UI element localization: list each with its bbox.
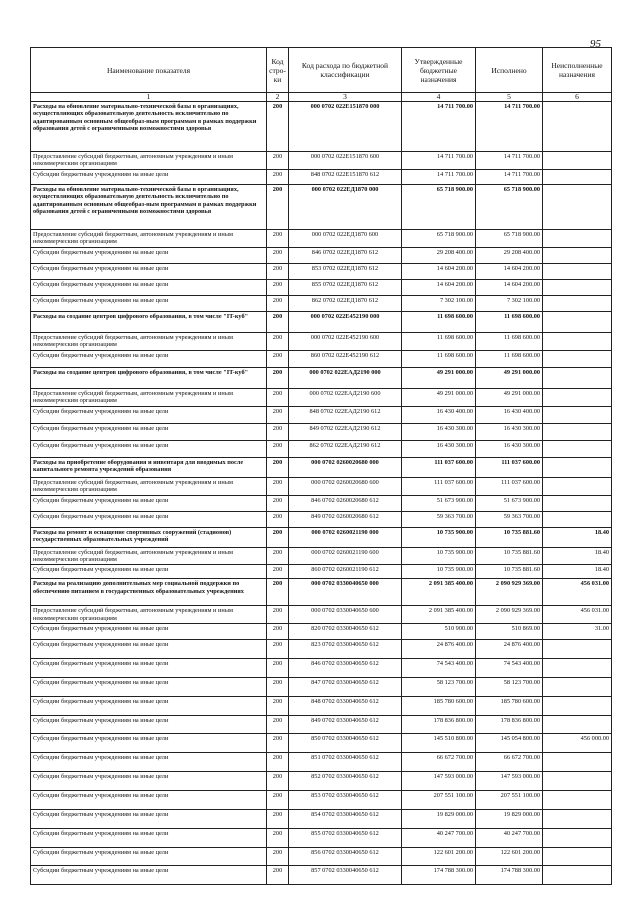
line-code-cell: 200 [267, 716, 289, 734]
line-code-cell: 200 [267, 606, 289, 624]
column-number: 3 [289, 93, 402, 102]
table-row [31, 547, 612, 565]
unexecuted-amount-cell: 18.40 [543, 527, 612, 547]
line-code-cell: 200 [267, 791, 289, 810]
executed-amount-cell: 14 711 700.00 [476, 169, 543, 184]
table-row [31, 734, 612, 753]
table-row [31, 263, 612, 279]
indicator-name-cell: Субсидии бюджетным учреждениям на иные цели [31, 866, 267, 885]
executed-amount-cell: 207 551 100.00 [476, 791, 543, 810]
expense-code-cell: 820 0702 0330040650 612 [289, 624, 402, 640]
unexecuted-amount-cell [543, 678, 612, 697]
executed-amount-cell: 510 869.00 [476, 624, 543, 640]
executed-amount-cell: 58 123 700.00 [476, 678, 543, 697]
table-row [31, 350, 612, 367]
expense-code-cell: 862 0702 022ЕД1870 612 [289, 295, 402, 311]
table-row [31, 772, 612, 791]
expense-code-cell: 850 0702 0330040650 612 [289, 734, 402, 753]
unexecuted-amount-cell [543, 477, 612, 495]
unexecuted-amount-cell [543, 367, 612, 388]
expense-code-cell: 846 0702 0330040650 612 [289, 659, 402, 678]
expense-code-cell: 862 0702 022ЕАД2190 612 [289, 440, 402, 457]
line-code-cell: 200 [267, 697, 289, 716]
table-row [31, 279, 612, 295]
header-unexecuted: Неисполненные назначения [543, 48, 612, 93]
unexecuted-amount-cell [543, 350, 612, 367]
line-code-cell: 200 [267, 169, 289, 184]
table-row [31, 697, 612, 716]
executed-amount-cell: 7 302 100.00 [476, 295, 543, 311]
table-row [31, 829, 612, 848]
approved-amount-cell: 11 698 600.00 [402, 350, 476, 367]
indicator-name-cell: Расходы на приобретение оборудования и инвентаря для вводимых после капитального ремонта учреждений образования [31, 457, 267, 477]
executed-amount-cell: 65 718 900.00 [476, 184, 543, 229]
table-row [31, 247, 612, 263]
unexecuted-amount-cell [543, 247, 612, 263]
executed-amount-cell: 40 247 700.00 [476, 829, 543, 848]
unexecuted-amount-cell [543, 169, 612, 184]
header-line-code: Код стро-ки [267, 48, 289, 93]
indicator-name-cell: Субсидии бюджетным учреждениям на иные цели [31, 279, 267, 295]
indicator-name-cell: Субсидии бюджетным учреждениям на иные цели [31, 169, 267, 184]
approved-amount-cell: 65 718 900.00 [402, 184, 476, 229]
table-row [31, 716, 612, 734]
executed-amount-cell: 16 430 400.00 [476, 406, 543, 423]
expense-code-cell: 851 0702 0330040650 612 [289, 753, 402, 772]
approved-amount-cell: 24 876 400.00 [402, 640, 476, 659]
approved-amount-cell: 11 698 600.00 [402, 311, 476, 332]
unexecuted-amount-cell: 31.00 [543, 624, 612, 640]
indicator-name-cell: Предоставление субсидий бюджетным, автономным учреждениям и иным некоммерческим организациям [31, 152, 267, 170]
indicator-name-cell: Расходы на реализацию дополнительных мер социальной поддержки по обеспечению питанием в государственных образовательных учреждениях [31, 579, 267, 606]
table-row [31, 527, 612, 547]
unexecuted-amount-cell [543, 184, 612, 229]
approved-amount-cell: 185 780 600.00 [402, 697, 476, 716]
expense-code-cell: 000 0702 022Е452190 600 [289, 332, 402, 350]
approved-amount-cell: 10 735 900.00 [402, 527, 476, 547]
unexecuted-amount-cell: 456 031.00 [543, 579, 612, 606]
table-row [31, 477, 612, 495]
approved-amount-cell: 16 430 300.00 [402, 440, 476, 457]
page-number: 95 [590, 38, 601, 50]
approved-amount-cell: 29 208 400.00 [402, 247, 476, 263]
executed-amount-cell: 14 711 700.00 [476, 152, 543, 170]
expense-code-cell: 848 0702 022ЕАД2190 612 [289, 406, 402, 423]
column-number: 1 [31, 93, 267, 102]
line-code-cell: 200 [267, 511, 289, 527]
line-code-cell: 200 [267, 367, 289, 388]
approved-amount-cell: 111 037 600.00 [402, 477, 476, 495]
table-row [31, 367, 612, 388]
indicator-name-cell: Субсидии бюджетным учреждениям на иные цели [31, 406, 267, 423]
expense-code-cell: 856 0702 0330040650 612 [289, 848, 402, 866]
expense-code-cell: 848 0702 022Е151870 612 [289, 169, 402, 184]
approved-amount-cell: 59 363 700.00 [402, 511, 476, 527]
unexecuted-amount-cell [543, 311, 612, 332]
table-row [31, 295, 612, 311]
approved-amount-cell: 14 711 700.00 [402, 169, 476, 184]
line-code-cell: 200 [267, 866, 289, 885]
executed-amount-cell: 10 735 881.60 [476, 547, 543, 565]
indicator-name-cell: Субсидии бюджетным учреждениям на иные цели [31, 565, 267, 579]
line-code-cell: 200 [267, 624, 289, 640]
expense-code-cell: 853 0702 0330040650 612 [289, 791, 402, 810]
table-row [31, 659, 612, 678]
expense-code-cell: 846 0702 0260020680 612 [289, 495, 402, 511]
unexecuted-amount-cell [543, 457, 612, 477]
line-code-cell: 200 [267, 263, 289, 279]
executed-amount-cell: 14 604 200.00 [476, 279, 543, 295]
unexecuted-amount-cell [543, 848, 612, 866]
table-row [31, 152, 612, 170]
line-code-cell: 200 [267, 247, 289, 263]
indicator-name-cell: Субсидии бюджетным учреждениям на иные цели [31, 423, 267, 440]
indicator-name-cell: Субсидии бюджетным учреждениям на иные цели [31, 511, 267, 527]
approved-amount-cell: 2 091 385 400.00 [402, 579, 476, 606]
table-row [31, 440, 612, 457]
unexecuted-amount-cell [543, 295, 612, 311]
executed-amount-cell: 122 601 200.00 [476, 848, 543, 866]
approved-amount-cell: 58 123 700.00 [402, 678, 476, 697]
header-expense-code: Код расхода по бюджетной классификации [289, 48, 402, 93]
executed-amount-cell: 2 090 929 369.00 [476, 579, 543, 606]
table-row [31, 791, 612, 810]
approved-amount-cell: 16 430 300.00 [402, 423, 476, 440]
unexecuted-amount-cell: 18.40 [543, 547, 612, 565]
expense-code-cell: 849 0702 022ЕАД2190 612 [289, 423, 402, 440]
approved-amount-cell: 66 672 700.00 [402, 753, 476, 772]
expense-code-cell: 000 0702 022ЕАД2190 600 [289, 388, 402, 406]
indicator-name-cell: Субсидии бюджетным учреждениям на иные цели [31, 716, 267, 734]
executed-amount-cell: 66 672 700.00 [476, 753, 543, 772]
expense-code-cell: 823 0702 0330040650 612 [289, 640, 402, 659]
executed-amount-cell: 2 090 929 369.00 [476, 606, 543, 624]
indicator-name-cell: Предоставление субсидий бюджетным, автономным учреждениям и иным некоммерческим организациям [31, 229, 267, 247]
line-code-cell: 200 [267, 102, 289, 152]
line-code-cell: 200 [267, 829, 289, 848]
approved-amount-cell: 49 291 000.00 [402, 388, 476, 406]
table-row [31, 810, 612, 829]
expense-code-cell: 860 0702 0260021190 612 [289, 565, 402, 579]
indicator-name-cell: Предоставление субсидий бюджетным, автономным учреждениям и иным некоммерческим организациям [31, 332, 267, 350]
unexecuted-amount-cell [543, 102, 612, 152]
indicator-name-cell: Субсидии бюджетным учреждениям на иные цели [31, 350, 267, 367]
table-row [31, 423, 612, 440]
approved-amount-cell: 174 788 300.00 [402, 866, 476, 885]
approved-amount-cell: 14 604 200.00 [402, 263, 476, 279]
indicator-name-cell: Предоставление субсидий бюджетным, автономным учреждениям и иным некоммерческим организациям [31, 477, 267, 495]
expense-code-cell: 853 0702 022ЕД1870 612 [289, 263, 402, 279]
approved-amount-cell: 178 836 800.00 [402, 716, 476, 734]
executed-amount-cell: 51 673 900.00 [476, 495, 543, 511]
table-row [31, 102, 612, 152]
indicator-name-cell: Субсидии бюджетным учреждениям на иные цели [31, 791, 267, 810]
expense-code-cell: 848 0702 0330040650 612 [289, 697, 402, 716]
approved-amount-cell: 14 711 700.00 [402, 102, 476, 152]
approved-amount-cell: 74 543 400.00 [402, 659, 476, 678]
line-code-cell: 200 [267, 848, 289, 866]
line-code-cell: 200 [267, 388, 289, 406]
expense-code-cell: 860 0702 022Е452190 612 [289, 350, 402, 367]
executed-amount-cell: 10 735 881.60 [476, 527, 543, 547]
expense-code-cell: 000 0702 0260021190 000 [289, 527, 402, 547]
line-code-cell: 200 [267, 295, 289, 311]
table-row [31, 184, 612, 229]
expense-code-cell: 000 0702 0260021190 600 [289, 547, 402, 565]
unexecuted-amount-cell: 456 000.00 [543, 734, 612, 753]
line-code-cell: 200 [267, 350, 289, 367]
indicator-name-cell: Предоставление субсидий бюджетным, автономным учреждениям и иным некоммерческим организациям [31, 606, 267, 624]
executed-amount-cell: 11 698 600.00 [476, 350, 543, 367]
line-code-cell: 200 [267, 406, 289, 423]
indicator-name-cell: Расходы на обновление материально-технической базы в организациях, осуществляющих образовательную деятельность исключительно по адаптированным основным общеобраз-ным программам в рамках поддержки образования детей с ограниченными возможностями здоровья [31, 102, 267, 152]
unexecuted-amount-cell [543, 440, 612, 457]
executed-amount-cell: 29 208 400.00 [476, 247, 543, 263]
indicator-name-cell: Расходы на создание центров цифрового образования, в том числе "IT-куб" [31, 367, 267, 388]
expense-code-cell: 855 0702 0330040650 612 [289, 829, 402, 848]
expense-code-cell: 000 0702 022Е151870 600 [289, 152, 402, 170]
table-row [31, 388, 612, 406]
column-number: 4 [402, 93, 476, 102]
line-code-cell: 200 [267, 659, 289, 678]
indicator-name-cell: Субсидии бюджетным учреждениям на иные цели [31, 624, 267, 640]
indicator-name-cell: Предоставление субсидий бюджетным, автономным учреждениям и иным некоммерческим организациям [31, 388, 267, 406]
expense-code-cell: 852 0702 0330040650 612 [289, 772, 402, 791]
column-number: 2 [267, 93, 289, 102]
unexecuted-amount-cell [543, 753, 612, 772]
table-row [31, 640, 612, 659]
unexecuted-amount-cell [543, 279, 612, 295]
approved-amount-cell: 111 037 600.00 [402, 457, 476, 477]
expense-code-cell: 000 0702 022ЕД1870 600 [289, 229, 402, 247]
executed-amount-cell: 111 037 600.00 [476, 457, 543, 477]
header-approved: Утвержденные бюджетные назначения [402, 48, 476, 93]
approved-amount-cell: 510 900.00 [402, 624, 476, 640]
table-row [31, 229, 612, 247]
approved-amount-cell: 14 604 200.00 [402, 279, 476, 295]
approved-amount-cell: 145 510 800.00 [402, 734, 476, 753]
table-row [31, 753, 612, 772]
indicator-name-cell: Субсидии бюджетным учреждениям на иные цели [31, 772, 267, 791]
table-row [31, 511, 612, 527]
executed-amount-cell: 145 054 800.00 [476, 734, 543, 753]
unexecuted-amount-cell [543, 640, 612, 659]
column-number-row [31, 93, 612, 102]
line-code-cell: 200 [267, 184, 289, 229]
line-code-cell: 200 [267, 565, 289, 579]
approved-amount-cell: 65 718 900.00 [402, 229, 476, 247]
line-code-cell: 200 [267, 423, 289, 440]
indicator-name-cell: Субсидии бюджетным учреждениям на иные цели [31, 829, 267, 848]
table-row [31, 169, 612, 184]
unexecuted-amount-cell [543, 406, 612, 423]
expense-code-cell: 847 0702 0330040650 612 [289, 678, 402, 697]
line-code-cell: 200 [267, 440, 289, 457]
approved-amount-cell: 10 735 900.00 [402, 565, 476, 579]
unexecuted-amount-cell [543, 829, 612, 848]
line-code-cell: 200 [267, 810, 289, 829]
expense-code-cell: 857 0702 0330040650 612 [289, 866, 402, 885]
table-row [31, 332, 612, 350]
unexecuted-amount-cell: 456 031.00 [543, 606, 612, 624]
executed-amount-cell: 185 780 600.00 [476, 697, 543, 716]
indicator-name-cell: Субсидии бюджетным учреждениям на иные цели [31, 848, 267, 866]
line-code-cell: 200 [267, 772, 289, 791]
column-number: 6 [543, 93, 612, 102]
expense-code-cell: 855 0702 022ЕД1870 612 [289, 279, 402, 295]
table-row [31, 406, 612, 423]
executed-amount-cell: 111 037 600.00 [476, 477, 543, 495]
indicator-name-cell: Субсидии бюджетным учреждениям на иные цели [31, 659, 267, 678]
executed-amount-cell: 14 711 700.00 [476, 102, 543, 152]
unexecuted-amount-cell: 18.40 [543, 565, 612, 579]
line-code-cell: 200 [267, 678, 289, 697]
table-row [31, 565, 612, 579]
table-row [31, 848, 612, 866]
unexecuted-amount-cell [543, 697, 612, 716]
executed-amount-cell: 11 698 600.00 [476, 311, 543, 332]
expense-code-cell: 000 0702 0260020680 600 [289, 477, 402, 495]
indicator-name-cell: Субсидии бюджетным учреждениям на иные цели [31, 295, 267, 311]
table-row [31, 866, 612, 885]
line-code-cell: 200 [267, 527, 289, 547]
executed-amount-cell: 49 291 000.00 [476, 388, 543, 406]
expense-code-cell: 000 0702 022ЕАД2190 000 [289, 367, 402, 388]
unexecuted-amount-cell [543, 332, 612, 350]
indicator-name-cell: Субсидии бюджетным учреждениям на иные цели [31, 753, 267, 772]
approved-amount-cell: 10 735 900.00 [402, 547, 476, 565]
table-row [31, 678, 612, 697]
unexecuted-amount-cell [543, 388, 612, 406]
approved-amount-cell: 49 291 000.00 [402, 367, 476, 388]
unexecuted-amount-cell [543, 511, 612, 527]
unexecuted-amount-cell [543, 810, 612, 829]
executed-amount-cell: 178 836 800.00 [476, 716, 543, 734]
executed-amount-cell: 59 363 700.00 [476, 511, 543, 527]
executed-amount-cell: 174 788 300.00 [476, 866, 543, 885]
line-code-cell: 200 [267, 579, 289, 606]
table-row [31, 457, 612, 477]
line-code-cell: 200 [267, 734, 289, 753]
indicator-name-cell: Субсидии бюджетным учреждениям на иные цели [31, 810, 267, 829]
approved-amount-cell: 2 091 385 400.00 [402, 606, 476, 624]
line-code-cell: 200 [267, 311, 289, 332]
budget-execution-table [30, 47, 612, 885]
executed-amount-cell: 74 543 400.00 [476, 659, 543, 678]
expense-code-cell: 000 0702 022ЕД1870 000 [289, 184, 402, 229]
unexecuted-amount-cell [543, 423, 612, 440]
executed-amount-cell: 49 291 000.00 [476, 367, 543, 388]
unexecuted-amount-cell [543, 659, 612, 678]
unexecuted-amount-cell [543, 866, 612, 885]
executed-amount-cell: 19 829 000.00 [476, 810, 543, 829]
indicator-name-cell: Субсидии бюджетным учреждениям на иные цели [31, 697, 267, 716]
approved-amount-cell: 122 601 200.00 [402, 848, 476, 866]
line-code-cell: 200 [267, 457, 289, 477]
indicator-name-cell: Расходы на создание центров цифрового образования, в том числе "IT-куб" [31, 311, 267, 332]
table-row [31, 579, 612, 606]
executed-amount-cell: 65 718 900.00 [476, 229, 543, 247]
approved-amount-cell: 19 829 000.00 [402, 810, 476, 829]
executed-amount-cell: 16 430 300.00 [476, 423, 543, 440]
line-code-cell: 200 [267, 753, 289, 772]
header-indicator-name: Наименование показателя [31, 48, 267, 93]
approved-amount-cell: 14 711 700.00 [402, 152, 476, 170]
executed-amount-cell: 10 735 881.60 [476, 565, 543, 579]
line-code-cell: 200 [267, 477, 289, 495]
expense-code-cell: 846 0702 022ЕД1870 612 [289, 247, 402, 263]
unexecuted-amount-cell [543, 772, 612, 791]
executed-amount-cell: 147 593 000.00 [476, 772, 543, 791]
table-row [31, 495, 612, 511]
indicator-name-cell: Расходы на обновление материально-технической базы в организациях, осуществляющих образовательную деятельность исключительно по адаптированным основным общеобраз-ным программам в рамках поддержки образования детей с ограниченными возможностями здоровья [31, 184, 267, 229]
approved-amount-cell: 7 302 100.00 [402, 295, 476, 311]
indicator-name-cell: Предоставление субсидий бюджетным, автономным учреждениям и иным некоммерческим организациям [31, 547, 267, 565]
approved-amount-cell: 40 247 700.00 [402, 829, 476, 848]
expense-code-cell: 000 0702 0330040650 000 [289, 579, 402, 606]
approved-amount-cell: 11 698 600.00 [402, 332, 476, 350]
line-code-cell: 200 [267, 229, 289, 247]
executed-amount-cell: 24 876 400.00 [476, 640, 543, 659]
table-row [31, 311, 612, 332]
expense-code-cell: 854 0702 0330040650 612 [289, 810, 402, 829]
indicator-name-cell: Расходы на ремонт и оснащение спортивных сооружений (стадионов) государственных образовательных учреждений [31, 527, 267, 547]
executed-amount-cell: 11 698 600.00 [476, 332, 543, 350]
line-code-cell: 200 [267, 640, 289, 659]
column-number: 5 [476, 93, 543, 102]
approved-amount-cell: 16 430 400.00 [402, 406, 476, 423]
unexecuted-amount-cell [543, 152, 612, 170]
indicator-name-cell: Субсидии бюджетным учреждениям на иные цели [31, 495, 267, 511]
unexecuted-amount-cell [543, 263, 612, 279]
header-executed: Исполнено [476, 48, 543, 93]
indicator-name-cell: Субсидии бюджетным учреждениям на иные цели [31, 440, 267, 457]
indicator-name-cell: Субсидии бюджетным учреждениям на иные цели [31, 734, 267, 753]
indicator-name-cell: Субсидии бюджетным учреждениям на иные цели [31, 640, 267, 659]
indicator-name-cell: Субсидии бюджетным учреждениям на иные цели [31, 263, 267, 279]
approved-amount-cell: 207 551 100.00 [402, 791, 476, 810]
expense-code-cell: 000 0702 022Е151870 000 [289, 102, 402, 152]
line-code-cell: 200 [267, 332, 289, 350]
expense-code-cell: 000 0702 022Е452190 000 [289, 311, 402, 332]
line-code-cell: 200 [267, 279, 289, 295]
unexecuted-amount-cell [543, 716, 612, 734]
table-row [31, 606, 612, 624]
expense-code-cell: 000 0702 0260020680 000 [289, 457, 402, 477]
unexecuted-amount-cell [543, 791, 612, 810]
expense-code-cell: 849 0702 0260020680 612 [289, 511, 402, 527]
approved-amount-cell: 147 593 000.00 [402, 772, 476, 791]
line-code-cell: 200 [267, 547, 289, 565]
indicator-name-cell: Субсидии бюджетным учреждениям на иные цели [31, 678, 267, 697]
executed-amount-cell: 14 604 200.00 [476, 263, 543, 279]
unexecuted-amount-cell [543, 495, 612, 511]
line-code-cell: 200 [267, 152, 289, 170]
table-header-row [31, 48, 612, 93]
executed-amount-cell: 16 430 300.00 [476, 440, 543, 457]
line-code-cell: 200 [267, 495, 289, 511]
expense-code-cell: 849 0702 0330040650 612 [289, 716, 402, 734]
unexecuted-amount-cell [543, 229, 612, 247]
table-row [31, 624, 612, 640]
expense-code-cell: 000 0702 0330040650 600 [289, 606, 402, 624]
indicator-name-cell: Субсидии бюджетным учреждениям на иные цели [31, 247, 267, 263]
approved-amount-cell: 51 673 900.00 [402, 495, 476, 511]
